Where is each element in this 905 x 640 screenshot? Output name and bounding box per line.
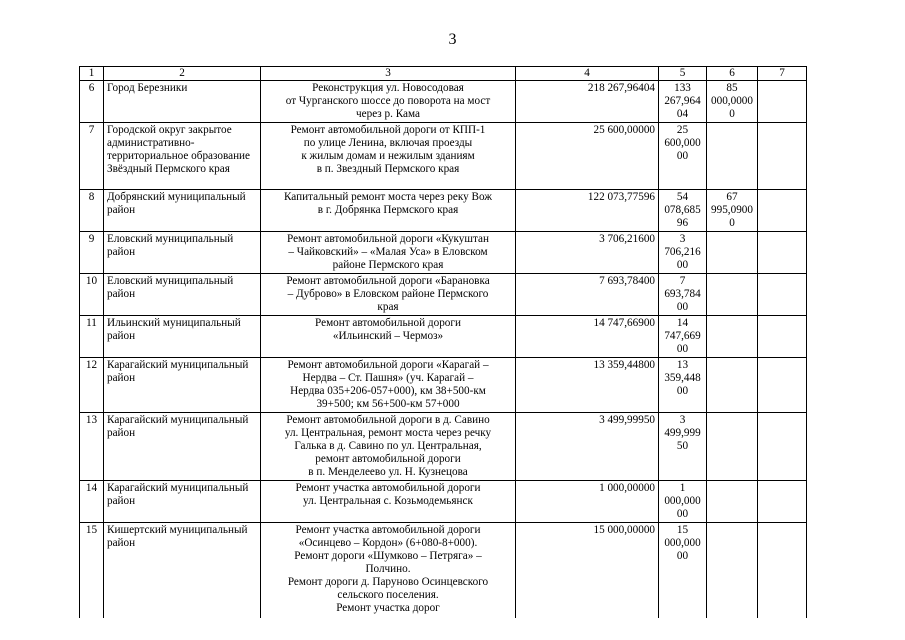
column-7-value bbox=[758, 232, 807, 274]
municipality-name: Еловский муниципальный район bbox=[104, 232, 261, 274]
column-6-value: 67 995,09000 bbox=[707, 190, 758, 232]
column-5-value: 7 693,78400 bbox=[659, 274, 707, 316]
row-number: 14 bbox=[80, 481, 104, 523]
column-6-value bbox=[707, 123, 758, 190]
municipality-name: Карагайский муниципальный район bbox=[104, 413, 261, 481]
table-row bbox=[80, 123, 807, 190]
column-header: 2 bbox=[104, 67, 261, 81]
column-7-value bbox=[758, 358, 807, 413]
total-amount: 14 747,66900 bbox=[516, 316, 659, 358]
table-row bbox=[80, 190, 807, 232]
municipality-name: Карагайский муниципальный район bbox=[104, 358, 261, 413]
table-row bbox=[80, 232, 807, 274]
total-amount: 3 706,21600 bbox=[516, 232, 659, 274]
column-5-value: 13 359,44800 bbox=[659, 358, 707, 413]
column-7-value bbox=[758, 316, 807, 358]
row-number: 9 bbox=[80, 232, 104, 274]
table-row bbox=[80, 523, 807, 619]
total-amount: 7 693,78400 bbox=[516, 274, 659, 316]
column-header: 5 bbox=[659, 67, 707, 81]
total-amount: 15 000,00000 bbox=[516, 523, 659, 619]
project-description: Ремонт автомобильной дороги «Барановка – Дуброво» в Еловском районе Пермского края bbox=[261, 274, 516, 316]
column-5-value: 133 267,96404 bbox=[659, 81, 707, 123]
total-amount: 25 600,00000 bbox=[516, 123, 659, 190]
column-6-value bbox=[707, 523, 758, 619]
row-number: 12 bbox=[80, 358, 104, 413]
table-row bbox=[80, 316, 807, 358]
column-6-value bbox=[707, 316, 758, 358]
table-row bbox=[80, 481, 807, 523]
column-7-value bbox=[758, 274, 807, 316]
column-5-value: 3 706,21600 bbox=[659, 232, 707, 274]
total-amount: 218 267,96404 bbox=[516, 81, 659, 123]
project-description: Реконструкция ул. Новосодовая от Чурганского шоссе до поворота на мост через р. Кама bbox=[261, 81, 516, 123]
column-7-value bbox=[758, 123, 807, 190]
column-7-value bbox=[758, 81, 807, 123]
row-number: 11 bbox=[80, 316, 104, 358]
column-7-value bbox=[758, 523, 807, 619]
project-description: Ремонт автомобильной дороги от КПП-1 по улице Ленина, включая проезды к жилым домам и нежилым зданиям в п. Звездный Пермского края bbox=[261, 123, 516, 190]
column-header: 1 bbox=[80, 67, 104, 81]
municipality-name: Еловский муниципальный район bbox=[104, 274, 261, 316]
project-description: Ремонт автомобильной дороги «Карагай – Нердва – Ст. Пашня» (уч. Карагай – Нердва 035+206-057+000), км 38+500-км 39+500; км 56+500-км 57+000 bbox=[261, 358, 516, 413]
municipality-name: Добрянский муниципальный район bbox=[104, 190, 261, 232]
project-description: Ремонт автомобильной дороги в д. Савино ул. Центральная, ремонт моста через речку Галька в д. Савино по ул. Центральная, ремонт автомобильной дороги в п. Менделеево ул. Н. Кузнецова bbox=[261, 413, 516, 481]
column-header: 4 bbox=[516, 67, 659, 81]
column-5-value: 54 078,68596 bbox=[659, 190, 707, 232]
column-6-value bbox=[707, 413, 758, 481]
project-description: Ремонт участка автомобильной дороги ул. Центральная с. Козьмодемьянск bbox=[261, 481, 516, 523]
project-description: Капитальный ремонт моста через реку Вож в г. Добрянка Пермского края bbox=[261, 190, 516, 232]
row-number: 13 bbox=[80, 413, 104, 481]
column-6-value bbox=[707, 274, 758, 316]
column-header: 7 bbox=[758, 67, 807, 81]
column-7-value bbox=[758, 413, 807, 481]
municipality-name: Карагайский муниципальный район bbox=[104, 481, 261, 523]
row-number: 7 bbox=[80, 123, 104, 190]
municipality-name: Кишертский муниципальный район bbox=[104, 523, 261, 619]
row-number: 8 bbox=[80, 190, 104, 232]
total-amount: 3 499,99950 bbox=[516, 413, 659, 481]
column-5-value: 14 747,66900 bbox=[659, 316, 707, 358]
funding-table bbox=[79, 66, 807, 618]
column-6-value bbox=[707, 358, 758, 413]
total-amount: 122 073,77596 bbox=[516, 190, 659, 232]
row-number: 10 bbox=[80, 274, 104, 316]
column-5-value: 15 000,00000 bbox=[659, 523, 707, 619]
column-5-value: 1 000,00000 bbox=[659, 481, 707, 523]
total-amount: 13 359,44800 bbox=[516, 358, 659, 413]
column-5-value: 3 499,99950 bbox=[659, 413, 707, 481]
row-number: 15 bbox=[80, 523, 104, 619]
column-6-value bbox=[707, 481, 758, 523]
column-7-value bbox=[758, 190, 807, 232]
project-description: Ремонт автомобильной дороги «Кукуштан – Чайковский» – «Малая Уса» в Еловском районе Пермского края bbox=[261, 232, 516, 274]
table-row bbox=[80, 274, 807, 316]
table-row bbox=[80, 358, 807, 413]
table-row bbox=[80, 413, 807, 481]
column-6-value: 85 000,00000 bbox=[707, 81, 758, 123]
row-number: 6 bbox=[80, 81, 104, 123]
total-amount: 1 000,00000 bbox=[516, 481, 659, 523]
project-description: Ремонт автомобильной дороги «Ильинский – Чермоз» bbox=[261, 316, 516, 358]
column-7-value bbox=[758, 481, 807, 523]
municipality-name: Город Березники bbox=[104, 81, 261, 123]
column-header: 6 bbox=[707, 67, 758, 81]
municipality-name: Городской округ закрытое административно-территориальное образование Звёздный Пермского края bbox=[104, 123, 261, 190]
column-5-value: 25 600,00000 bbox=[659, 123, 707, 190]
municipality-name: Ильинский муниципальный район bbox=[104, 316, 261, 358]
page-number: 3 bbox=[448, 31, 457, 48]
table-row bbox=[80, 81, 807, 123]
column-header: 3 bbox=[261, 67, 516, 81]
project-description: Ремонт участка автомобильной дороги «Осинцево – Кордон» (6+080-8+000). Ремонт дороги «Шумково – Петряга» – Полчино. Ремонт дороги д. Паруново Осинцевского сельского поселения. Ремонт участка дорог bbox=[261, 523, 516, 619]
column-6-value bbox=[707, 232, 758, 274]
header-row bbox=[80, 67, 807, 81]
